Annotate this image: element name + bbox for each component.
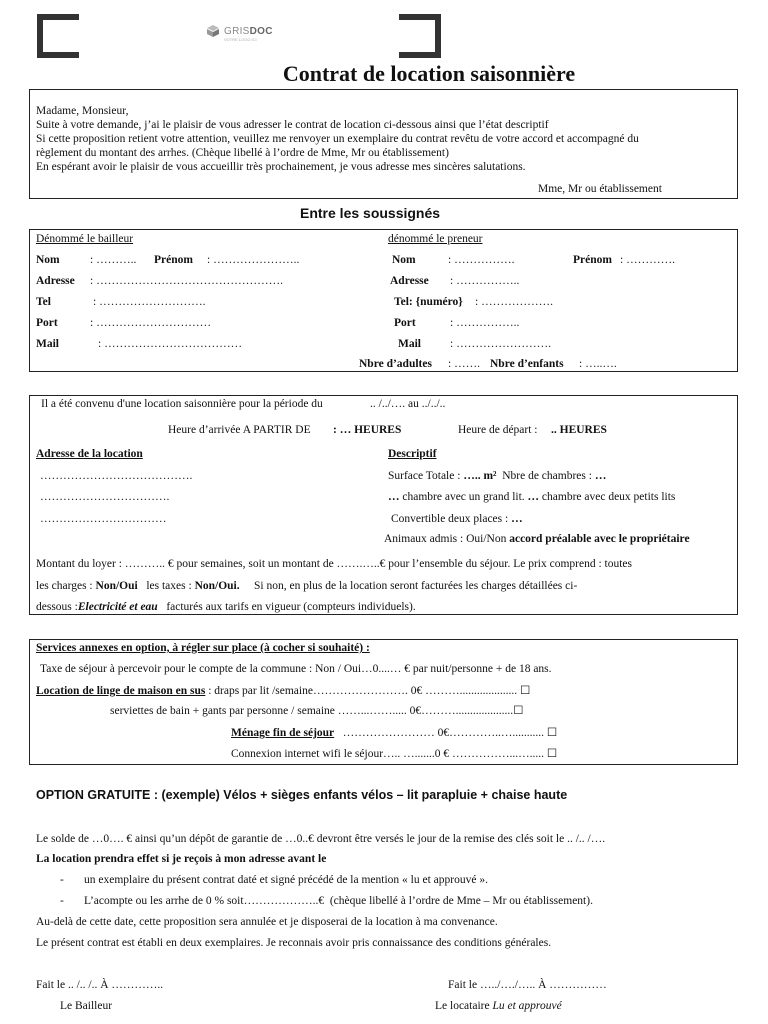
services-heading: Services annexes en option, à régler sur place (à cocher si souhaité) :	[36, 642, 370, 654]
internet-row: Connexion internet wifi le séjour….. ….......0 € ……………...…..... ☐	[231, 748, 558, 760]
bailleur-adresse-label: Adresse	[36, 275, 75, 287]
bailleur-prenom-value: : …………………..	[207, 254, 300, 266]
menage-row: Ménage fin de séjour …………………… 0€…………..…........... ☐	[231, 727, 558, 739]
preneur-prenom-value: : ………….	[620, 254, 675, 266]
bullet: -	[60, 895, 64, 907]
bailleur-role: Le Bailleur	[60, 1000, 113, 1012]
intro-line: Si cette proposition retient votre attention, veuillez me renvoyer un exemplaire du contrat revêtu de votre accord et accompagné du	[36, 133, 639, 145]
preneur-mail-label: Mail	[398, 338, 421, 350]
bailleur-tel-value: : ……………………….	[93, 296, 206, 308]
adultes-label: Nbre d’adultes	[359, 358, 432, 370]
intro-signature: Mme, Mr ou établissement	[538, 183, 662, 195]
surface-row: Surface Totale : ….. m² Nbre de chambres : …	[388, 470, 607, 482]
serviettes-row: serviettes de bain + gants par personne / semaine ……...……..... 0€………....................☐	[110, 705, 524, 717]
bailleur-label: Dénommé le bailleur	[36, 233, 134, 245]
animaux-row: Animaux admis : Oui/Non accord préalable avec le propriétaire	[384, 533, 690, 545]
solde-line: Le solde de …0…. € ainsi qu’un dépôt de garantie de …0..€ devront être versés le jour de la remise des clés soit le .. /.. /….	[36, 833, 606, 845]
enfants-label: Nbre d’enfants	[490, 358, 564, 370]
loyer-line: Montant du loyer : ……….. € pour semaines, soit un montant de …….…..€ pour l’ensemble du séjour. Le prix comprend : toutes	[36, 558, 632, 570]
convertible-row: Convertible deux places : …	[391, 513, 523, 525]
bailleur-nom-label: Nom	[36, 254, 60, 266]
adresse-location-heading: Adresse de la location	[36, 448, 143, 460]
condition-item: un exemplaire du présent contrat daté et signé précédé de la mention « lu et approuvé ».	[84, 874, 488, 886]
period-text: Il a été convenu d'une location saisonnière pour la période du	[41, 398, 323, 410]
loyer-line: dessous :Electricité et eau facturés aux tarifs en vigueur (compteurs individuels).	[36, 601, 416, 613]
adresse-location-line: ………………………………….	[40, 470, 193, 482]
intro-line: règlement du montant des arrhes. (Chèque libellé à l’ordre de Mme, Mr ou établissement)	[36, 147, 449, 159]
salutation: Madame, Monsieur,	[36, 105, 129, 117]
condition-item: L’acompte ou les arrhe de 0 % soit………………..€ (chèque libellé à l’ordre de Mme – Mr ou établissement).	[84, 895, 593, 907]
adresse-location-line: …………………………….	[40, 491, 170, 503]
preneur-mail-value: : …………………….	[450, 338, 551, 350]
bailleur-nom-value: : ………..	[90, 254, 137, 266]
taxe-row: Taxe de séjour à percevoir pour le compte de la commune : Non / Oui…0....… € par nuit/personne + de 18 ans.	[40, 663, 552, 675]
corner-bracket-right	[399, 14, 441, 58]
preneur-port-value: : ……………..	[450, 317, 520, 329]
bailleur-mail-label: Mail	[36, 338, 59, 350]
depart-value: .. HEURES	[551, 424, 607, 436]
period-dates: .. /../…. au ../../..	[370, 398, 446, 410]
page-title: Contrat de location saisonnière	[282, 61, 576, 86]
descriptif-heading: Descriptif	[388, 448, 437, 460]
preneur-port-label: Port	[394, 317, 416, 329]
locataire-role: Le locataire Lu et approuvé	[435, 1000, 562, 1012]
parties-heading: Entre les soussignés	[300, 205, 441, 221]
delai-line: Au-delà de cette date, cette proposition sera annulée et je disposerai de la location à ma convenance.	[36, 916, 498, 928]
exemplaires-line: Le présent contrat est établi en deux exemplaires. Je reconnais avoir pris connaissance des conditions générales.	[36, 937, 552, 949]
bailleur-prenom-label: Prénom	[154, 254, 193, 266]
preneur-tel-value: : ……………….	[475, 296, 553, 308]
preneur-label: dénommé le preneur	[388, 233, 483, 245]
adresse-location-line: ……………………………	[40, 513, 167, 525]
linge-row: Location de linge de maison en sus : draps par lit /semaine……………………. 0€ ……….................... ☐	[36, 685, 531, 697]
preneur-tel-label: Tel: {numéro}	[394, 296, 463, 308]
bullet: -	[60, 874, 64, 886]
locataire-fait-le: Fait le …../…./….. À ……………	[448, 979, 607, 991]
arrivee-value: : … HEURES	[333, 424, 402, 436]
bailleur-port-label: Port	[36, 317, 58, 329]
bailleur-fait-le: Fait le .. /.. /.. À …………..	[36, 979, 164, 991]
loyer-line: les charges : Non/Oui les taxes : Non/Oui. Si non, en plus de la location seront facturées les charges détaillées ci-	[36, 580, 578, 592]
intro-line: En espérant avoir le plaisir de vous accueillir très prochainement, je vous adresse mes sincères salutations.	[36, 161, 526, 173]
preneur-adresse-label: Adresse	[390, 275, 429, 287]
lits-row: … chambre avec un grand lit. … chambre avec deux petits lits	[388, 491, 676, 503]
option-gratuite: OPTION GRATUITE : (exemple) Vélos + sièges enfants vélos – lit parapluie + chaise haute	[36, 788, 568, 802]
cube-icon	[206, 24, 220, 38]
bailleur-mail-value: : ………………………………	[98, 338, 243, 350]
grisdoc-logo: GRISDOC VOTRE LOGO ICI	[206, 24, 273, 38]
bailleur-tel-label: Tel	[36, 296, 51, 308]
depart-text: Heure de départ :	[458, 424, 538, 436]
corner-bracket-left	[37, 14, 79, 58]
arrivee-text: Heure d’arrivée A PARTIR DE	[168, 424, 311, 436]
enfants-value: : …..….	[579, 358, 617, 370]
effet-line: La location prendra effet si je reçois à mon adresse avant le	[36, 853, 327, 865]
preneur-prenom-label: Prénom	[573, 254, 612, 266]
preneur-nom-label: Nom	[392, 254, 416, 266]
preneur-adresse-value: : ……………..	[450, 275, 520, 287]
intro-line: Suite à votre demande, j’ai le plaisir de vous adresser le contrat de location ci-dessous ainsi que l’état descriptif	[36, 119, 549, 131]
preneur-nom-value: : …………….	[448, 254, 515, 266]
bailleur-adresse-value: : ………………………………………….	[90, 275, 283, 287]
adultes-value: : …….	[448, 358, 480, 370]
bailleur-port-value: : …………………………	[90, 317, 212, 329]
